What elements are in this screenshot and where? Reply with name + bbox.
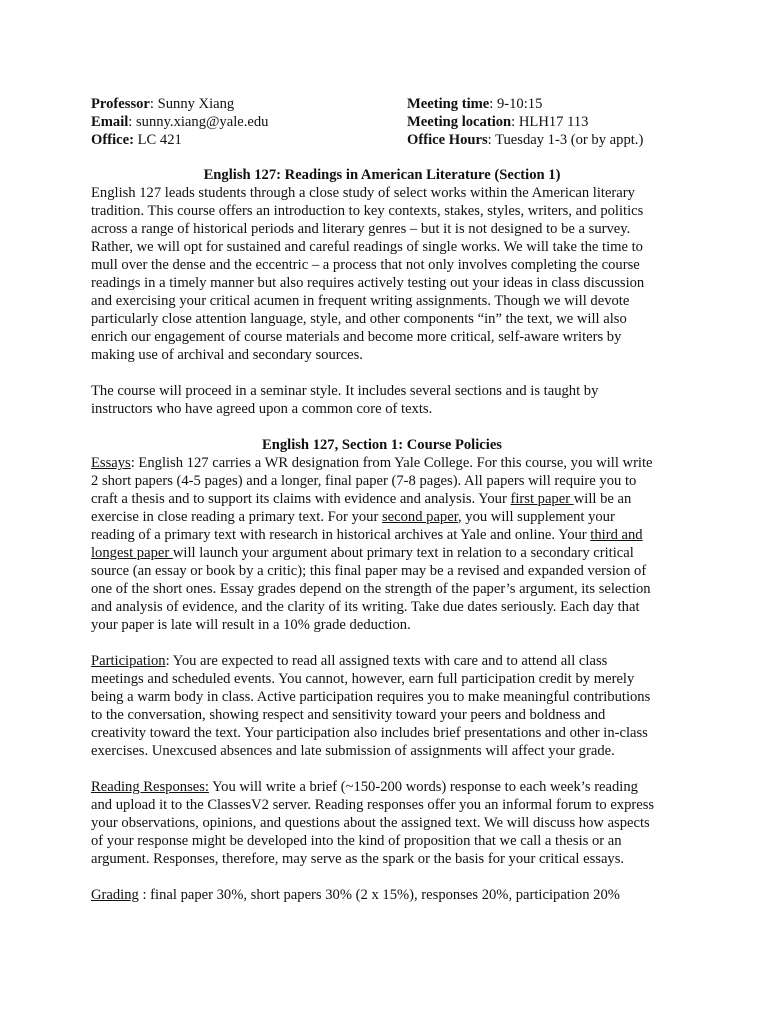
essays-label: Essays [91,455,131,471]
professor-info [91,95,234,113]
meeting-time-label: Meeting time [407,96,490,112]
professor-value: : Sunny Xiang [149,96,235,112]
meeting-time-value: : 9-10:15 [489,96,543,112]
essays-line: : English 127 carries a WR designation from Yale College. For this course, you will write [130,455,653,471]
essays-line: , you will supplement your [457,509,615,525]
office-info [91,131,182,149]
intro-line: and exercising your critical acumen in frequent writing assignments. Though we will devote [91,293,630,309]
responses-line: argument. Responses, therefore, may serve as the spark or the basis for your critical essays. [91,851,625,867]
intro-line: mull over the dense and the eccentric – a process that not only involves completing the course [91,257,640,273]
grading-paragraph [91,886,673,904]
header-row-1 [91,95,681,113]
course-title: English 127: Readings in American Literature (Section 1) [203,167,561,183]
reading-responses-label: Reading Responses: [91,779,209,795]
syllabus-body [91,166,673,904]
responses-line: You will write a brief (~150-200 words) response to each week’s reading [208,779,638,795]
participation-paragraph [91,652,673,760]
essays-line: your paper is late will result in a 10% grade deduction. [91,617,411,633]
essays-line: will be an [573,491,632,507]
office-value: LC 421 [133,132,182,148]
essays-line: craft a thesis and to support its claims with evidence and analysis. Your [91,491,511,507]
responses-line: and upload it to the ClassesV2 server. Reading responses offer you an informal forum to express [91,797,655,813]
essays-paragraph [91,454,673,634]
responses-line: your observations, opinions, and questions about the assigned text. We will discuss how aspects [91,815,650,831]
essays-line: exercise in close reading a primary text. For your [91,509,382,525]
reading-responses-paragraph [91,778,673,868]
participation-line: being a warm body in class. Active participation requires you to make meaningful contributions [91,689,651,705]
participation-line: meetings and scheduled events. You cannot, however, earn full participation credit by merely [91,671,635,687]
grading-label: Grading [91,887,139,903]
intro-line: making use of archival and secondary sources. [91,347,363,363]
essays-line: will launch your argument about primary text in relation to a secondary critical [172,545,634,561]
intro-line: tradition. This course offers an introduction to key contexts, stakes, styles, writers, and politics [91,203,644,219]
office-label: Office: [91,132,134,148]
participation-line: exercises. Unexcused absences and late submission of assignments will affect your grade. [91,743,615,759]
seminar-line: The course will proceed in a seminar style. It includes several sections and is taught by [91,383,599,399]
participation-line: creativity toward the text. Your participation also includes brief presentations and other in-class [91,725,648,741]
course-intro-paragraph [91,184,673,364]
seminar-line: instructors who have agreed upon a common core of texts. [91,401,433,417]
policies-title: English 127, Section 1: Course Policies [262,437,502,453]
office-hours-label: Office Hours [407,132,488,148]
intro-line: Rather, we will opt for sustained and careful readings of single works. We will take the time to [91,239,643,255]
essays-line: source (an essay or book by a critic); this final paper may be a revised and expanded version of [91,563,647,579]
participation-line: : You are expected to read all assigned texts with care and to attend all class [165,653,608,669]
intro-line: English 127 leads students through a close study of select works within the American literary [91,185,635,201]
participation-line: to the conversation, showing respect and sensitivity toward your peers and boldness and [91,707,606,723]
grading-line: : final paper 30%, short papers 30% (2 x 15%), responses 20%, participation 20% [138,887,620,903]
office-hours-value: : Tuesday 1-3 (or by appt.) [487,132,644,148]
seminar-paragraph [91,382,673,418]
meeting-location-info [407,113,588,131]
header-row-2 [91,113,681,131]
meeting-time-info [407,95,542,113]
participation-label: Participation [91,653,166,669]
responses-line: of your response might be developed into the kind of proposition that we call a thesis or an [91,833,622,849]
third-paper-term: third and [590,527,643,543]
professor-label: Professor [91,96,150,112]
essays-line: 2 short papers (4-5 pages) and a longer, final paper (7-8 pages). All papers will require you to [91,473,637,489]
intro-line: across a range of historical periods and literary genres – but it is not designed to be a survey. [91,221,631,237]
essays-line: and analysis of evidence, and the clarity of its writing. Take due dates seriously. Each day that [91,599,640,615]
email-value: : sunny.xiang@yale.edu [128,114,269,130]
office-hours-info [407,131,643,149]
first-paper-term: first paper [510,491,574,507]
email-label: Email [91,114,129,130]
email-info [91,113,268,131]
intro-line: enrich our engagement of course materials and become more critical, self-aware writers by [91,329,622,345]
longest-paper-term: longest paper [91,545,173,561]
essays-line: one of the short ones. Essay grades depend on the strength of the paper’s argument, its selection [91,581,651,597]
header-row-3 [91,131,681,149]
course-info-header [91,95,681,149]
intro-line: particularly close attention language, style, and other components “in” the text, we will also [91,311,627,327]
meeting-location-label: Meeting location [407,114,512,130]
second-paper-term: second paper [381,509,458,525]
intro-line: readings in a timely manner but also requires actively testing out your ideas in class discussion [91,275,645,291]
essays-line: reading of a primary text with research in historical archives at Yale and online. Your [91,527,591,543]
meeting-location-value: : HLH17 113 [511,114,589,130]
